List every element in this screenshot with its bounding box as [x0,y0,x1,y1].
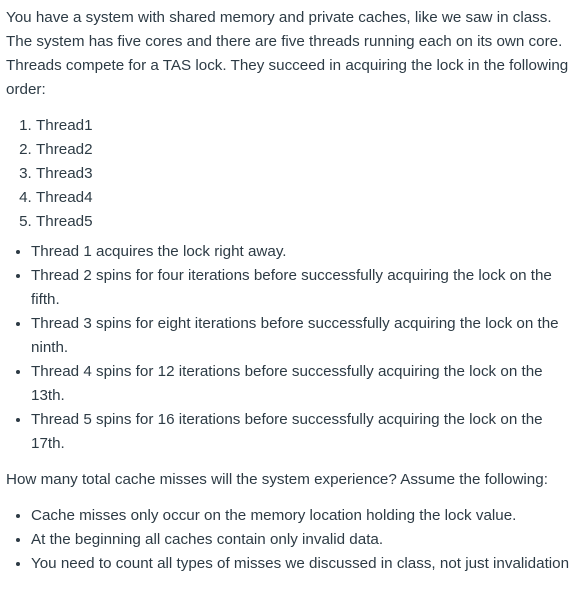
list-item: • Thread 4 spins for 12 iterations before successfully acquiring the lock on the 13th. [31,360,571,408]
list-item: • You need to count all types of misses we discussed in class, not just invalidation [31,552,571,576]
list-item: 4. Thread4 [36,186,571,210]
intro-paragraph: You have a system with shared memory and private caches, like we saw in class. The system has five cores and there are five threads running each on its own core. Threads compete for a TAS lock. They succeed in acquiring the lock in the following order: [6,9,569,98]
list-item: • Thread 5 spins for 16 iterations before successfully acquiring the lock on the 17th. [31,408,571,456]
list-item: • Thread 1 acquires the lock right away. [31,240,571,264]
acquisition-order-list [6,114,571,234]
list-item: 2. Thread2 [36,138,571,162]
spin-details-list [6,240,571,456]
list-item: • Thread 2 spins for four iterations before successfully acquiring the lock on the fifth. [31,264,571,312]
list-item: • Thread 3 spins for eight iterations before successfully acquiring the lock on the ninth. [31,312,571,360]
list-item: 1. Thread1 [36,114,571,138]
question-paragraph: How many total cache misses will the system experience? Assume the following: [6,471,548,488]
list-item: 5. Thread5 [36,210,571,234]
assumptions-list [6,504,571,576]
list-item: 3. Thread3 [36,162,571,186]
list-item: • Cache misses only occur on the memory location holding the lock value. [31,504,571,528]
list-item: • At the beginning all caches contain only invalid data. [31,528,571,552]
